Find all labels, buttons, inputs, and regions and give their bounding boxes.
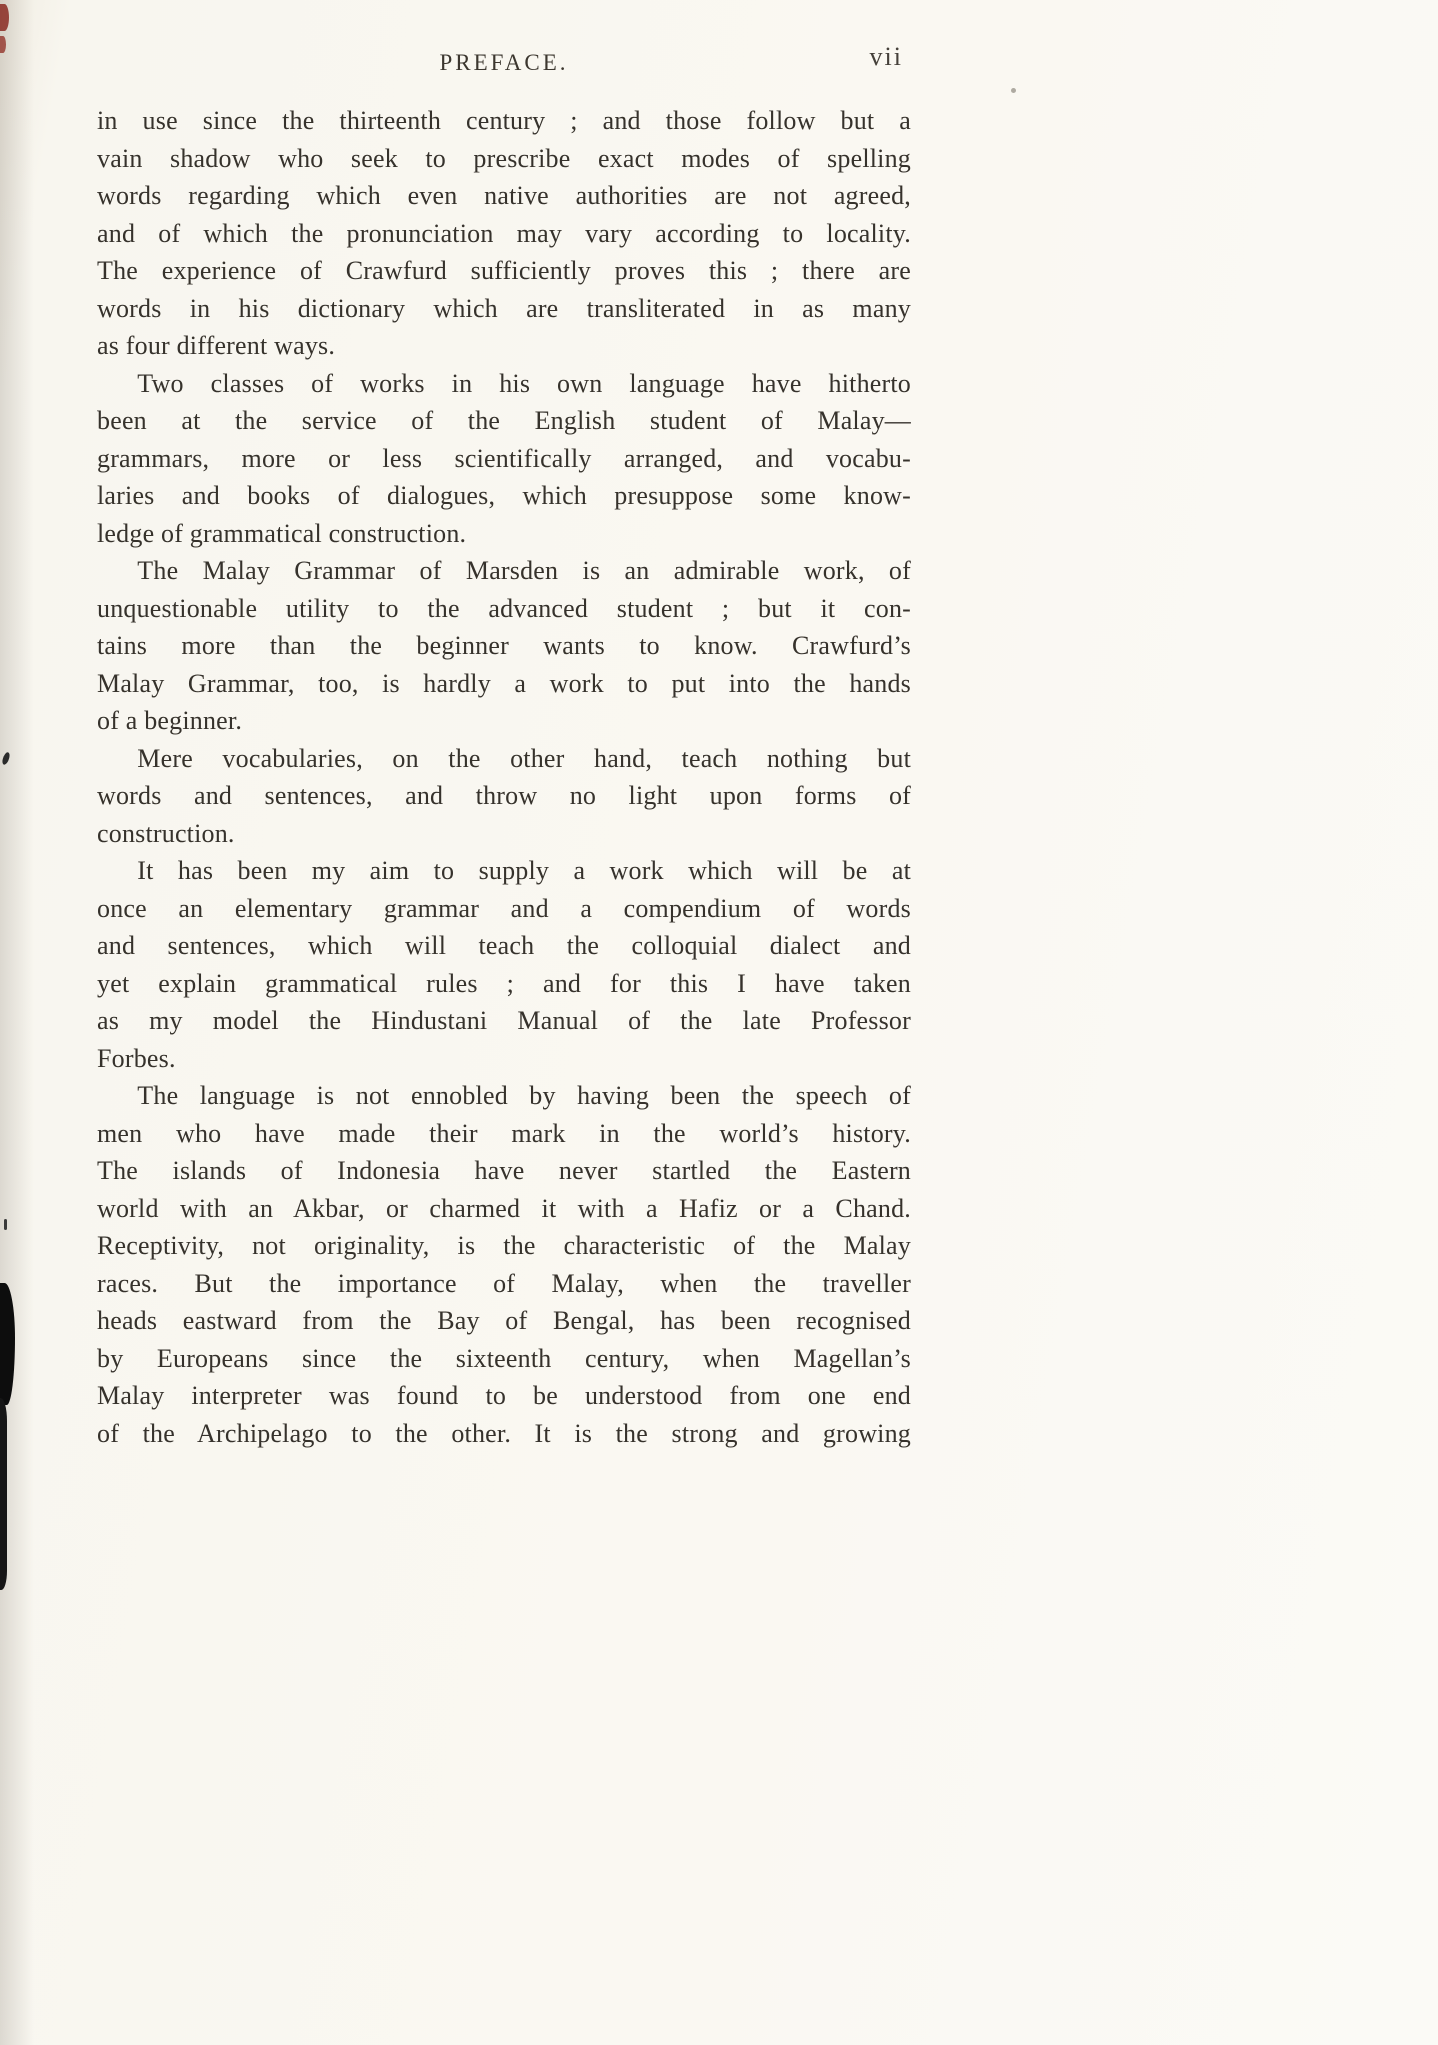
page-title: PREFACE. [439,50,569,75]
text-line: by Europeans since the sixteenth century, when Magellan’s [97,1343,911,1373]
text-line: vain shadow who seek to prescribe exact modes of spelling [97,143,911,173]
text-line: grammars, more or less scientifically arranged, and vocabu- [97,443,911,473]
paragraph [97,365,911,553]
text-line: The islands of Indonesia have never startled the Eastern [97,1156,911,1185]
scan-speck [4,1219,7,1230]
text-line: Malay interpreter was found to be understood from one end [97,1381,911,1410]
text-line: The experience of Crawfurd sufficiently proves this ; there are [97,256,911,285]
text-line: The Malay Grammar of Marsden is an admirable work, of [137,556,911,585]
text-line: Two classes of works in his own language have hitherto [137,368,911,398]
scan-speck [1011,88,1016,93]
text-line: once an elementary grammar and a compendium of words [97,893,911,923]
text-line: Malay Grammar, too, is hardly a work to put into the hands [97,668,911,698]
text-line: Receptivity, not originality, is the characteristic of the Malay [97,1231,911,1260]
text-line: unquestionable utility to the advanced student ; but it con- [97,593,911,623]
text-line: Forbes. [97,1043,176,1073]
text-line: as four different ways. [97,331,336,360]
scan-speck [2,751,11,765]
text-line: yet explain grammatical rules ; and for this I have taken [97,968,911,998]
paragraph [97,102,911,365]
text-line: laries and books of dialogues, which presuppose some know- [97,481,911,510]
text-line: as my model the Hindustani Manual of the late Professor [97,1006,911,1035]
red-ink-stain [0,36,6,53]
text-line: in use since the thirteenth century ; and those follow but a [97,106,911,135]
text-line: tains more than the beginner wants to know. Crawfurd’s [97,631,911,660]
text-line: men who have made their mark in the world’s history. [97,1118,911,1148]
page-number: vii [869,42,903,71]
paragraph [97,1077,911,1452]
text-line: and of which the pronunciation may vary according to locality. [97,218,911,248]
paragraph [97,852,911,1077]
running-header [97,42,911,78]
text-line: words regarding which even native authorities are not agreed, [97,181,911,210]
text-line: races. But the importance of Malay, when the traveller [97,1268,911,1298]
page-body [97,102,911,1452]
text-column [97,0,911,1452]
text-line: The language is not ennobled by having been the speech of [137,1081,911,1110]
text-line: of a beginner. [97,706,243,735]
ink-blot-artifact [0,1283,15,1405]
text-line: heads eastward from the Bay of Bengal, has been recognised [97,1306,911,1335]
paragraph [97,552,911,740]
text-line: words in his dictionary which are transliterated in as many [97,293,911,323]
text-line: of the Archipelago to the other. It is the strong and growing [97,1418,911,1448]
text-line: and sentences, which will teach the colloquial dialect and [97,931,911,960]
text-line: world with an Akbar, or charmed it with a Hafiz or a Chand. [97,1193,911,1223]
ink-streak-artifact [0,1398,7,1590]
text-line: It has been my aim to supply a work which will be at [137,856,911,885]
red-ink-stain [0,4,9,31]
text-line: construction. [97,818,235,848]
text-line: been at the service of the English student of Malay— [97,406,911,435]
text-line: Mere vocabularies, on the other hand, teach nothing but [137,743,911,773]
text-line: words and sentences, and throw no light upon forms of [97,781,911,810]
text-line: ledge of grammatical construction. [97,518,467,548]
paragraph [97,740,911,853]
